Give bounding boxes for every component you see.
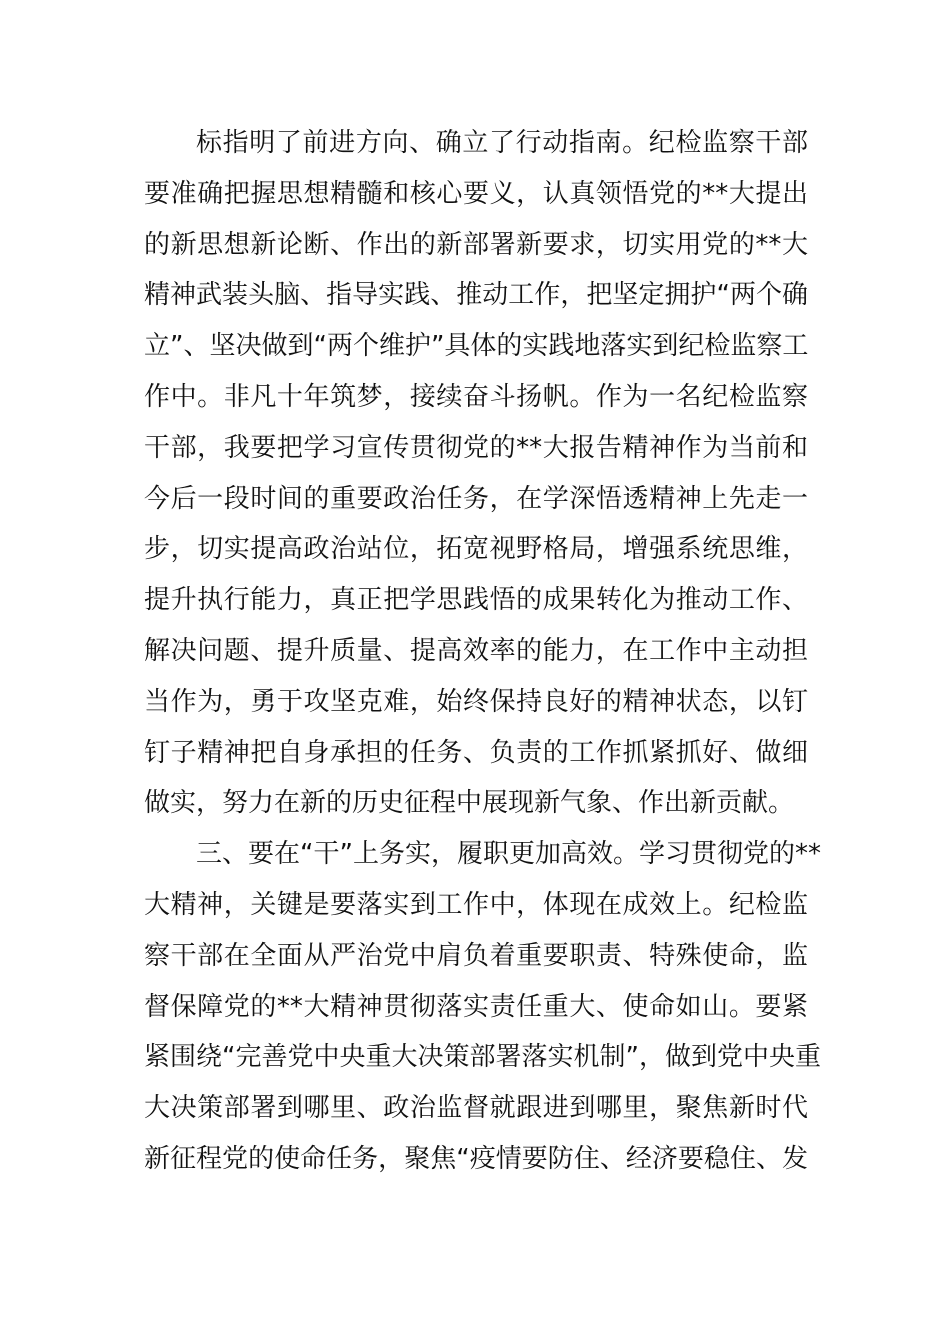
text-line: 当作为，勇于攻坚克难，始终保持良好的精神状态，以钉 xyxy=(144,686,808,717)
text-line: 察干部在全面从严治党中肩负着重要职责、特殊使命，监 xyxy=(144,940,808,971)
document-body xyxy=(144,118,821,1185)
text-line: 作中。非凡十年筑梦，接续奋斗扬帆。作为一名纪检监察 xyxy=(144,381,808,412)
text-line: 三、要在“干”上务实，履职更加高效。学习贯彻党的** xyxy=(196,839,821,870)
text-line: 大决策部署到哪里、政治监督就跟进到哪里，聚焦新时代 xyxy=(144,1093,808,1124)
text-line: 钉子精神把自身承担的任务、负责的工作抓紧抓好、做细 xyxy=(144,737,808,768)
text-line: 提升执行能力，真正把学思践悟的成果转化为推动工作、 xyxy=(144,585,808,616)
text-line: 大精神，关键是要落实到工作中，体现在成效上。纪检监 xyxy=(144,889,808,920)
text-line: 解决问题、提升质量、提高效率的能力，在工作中主动担 xyxy=(144,635,808,666)
text-line: 督保障党的**大精神贯彻落实责任重大、使命如山。要紧 xyxy=(144,991,808,1022)
text-line: 今后一段时间的重要政治任务，在学深悟透精神上先走一 xyxy=(144,483,808,514)
text-line: 的新思想新论断、作出的新部署新要求，切实用党的**大 xyxy=(144,229,808,260)
text-line: 紧围绕“完善党中央重大决策部署落实机制”，做到党中央重 xyxy=(144,1042,821,1073)
text-line: 立”、坚决做到“两个维护”具体的实践地落实到纪检监察工 xyxy=(144,331,809,362)
text-line: 精神武装头脑、指导实践、推动工作，把坚定拥护“两个确 xyxy=(144,280,808,311)
text-line: 步，切实提高政治站位，拓宽视野格局，增强系统思维， xyxy=(144,534,808,565)
text-line: 标指明了前进方向、确立了行动指南。纪检监察干部 xyxy=(196,128,808,158)
text-line: 要准确把握思想精髓和核心要义，认真领悟党的**大提出 xyxy=(144,178,808,209)
text-line: 做实，努力在新的历史征程中展现新气象、作出新贡献。 xyxy=(144,788,795,819)
text-line: 干部，我要把学习宣传贯彻党的**大报告精神作为当前和 xyxy=(144,432,808,463)
text-line: 新征程党的使命任务，聚焦“疫情要防住、经济要稳住、发 xyxy=(144,1143,808,1174)
